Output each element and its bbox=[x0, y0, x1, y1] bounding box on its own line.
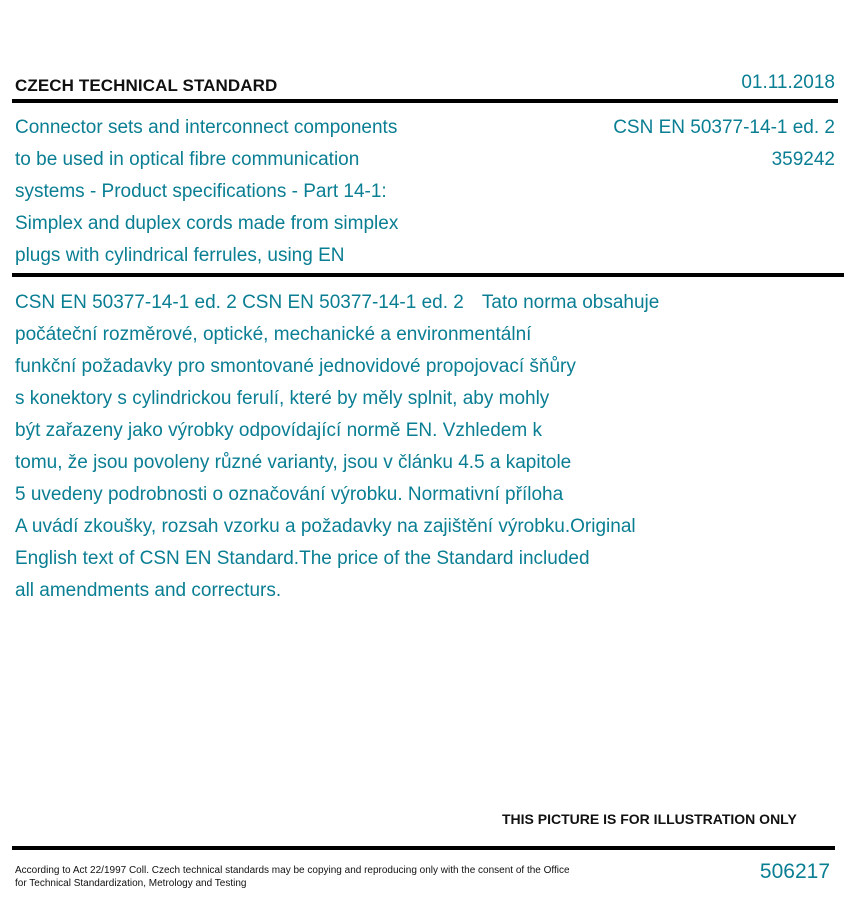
legal-notice bbox=[15, 864, 595, 890]
title-line: Simplex and duplex cords made from simplex bbox=[15, 213, 399, 234]
document-number: 506217 bbox=[759, 860, 830, 883]
standard-identifiers bbox=[613, 112, 835, 176]
document-type-label: CZECH TECHNICAL STANDARD bbox=[15, 76, 278, 95]
legal-line: According to Act 22/1997 Coll. Czech technical standards may be copying and reproducing only with the consent of the Office bbox=[15, 865, 570, 876]
description-line: tomu, že jsou povoleny různé varianty, jsou v článku 4.5 a kapitole bbox=[15, 452, 572, 473]
title-line: systems - Product specifications - Part 14-1: bbox=[15, 181, 387, 202]
class-number: 359242 bbox=[771, 149, 835, 170]
description-line: být zařazeny jako výrobky odpovídající normě EN. Vzhledem k bbox=[15, 420, 542, 441]
description-line: funkční požadavky pro smontované jednovidové propojovací šňůry bbox=[15, 356, 576, 377]
header-divider bbox=[12, 99, 838, 103]
title-line: Connector sets and interconnect components bbox=[15, 117, 398, 138]
description-prefix: CSN EN 50377-14-1 ed. 2 CSN EN 50377-14-1 ed. 2 bbox=[15, 292, 464, 313]
description-line bbox=[15, 287, 755, 319]
footer-divider bbox=[12, 846, 835, 850]
description-line: A uvádí zkoušky, rozsah vzorku a požadavky na zajištění výrobku.Original bbox=[15, 516, 636, 537]
title-divider bbox=[12, 273, 844, 277]
description-lead: Tato norma obsahuje bbox=[481, 292, 660, 313]
description-line: s konektory s cylindrickou ferulí, které by měly splnit, aby mohly bbox=[15, 388, 550, 409]
title-line: plugs with cylindrical ferrules, using EN bbox=[15, 245, 345, 266]
illustration-note: THIS PICTURE IS FOR ILLUSTRATION ONLY bbox=[502, 811, 797, 827]
standard-code: CSN EN 50377-14-1 ed. 2 bbox=[613, 117, 835, 138]
standard-description bbox=[15, 287, 755, 607]
title-line: to be used in optical fibre communication bbox=[15, 149, 360, 170]
description-line: 5 uvedeny podrobnosti o označování výrobku. Normativní příloha bbox=[15, 484, 564, 505]
standard-title bbox=[15, 112, 475, 272]
description-line: all amendments and correcturs. bbox=[15, 580, 282, 601]
description-line: počáteční rozměrové, optické, mechanické a environmentální bbox=[15, 324, 532, 345]
description-line: English text of CSN EN Standard.The price of the Standard included bbox=[15, 548, 590, 569]
publication-date: 01.11.2018 bbox=[741, 72, 835, 93]
legal-line: for Technical Standardization, Metrology and Testing bbox=[15, 878, 247, 889]
